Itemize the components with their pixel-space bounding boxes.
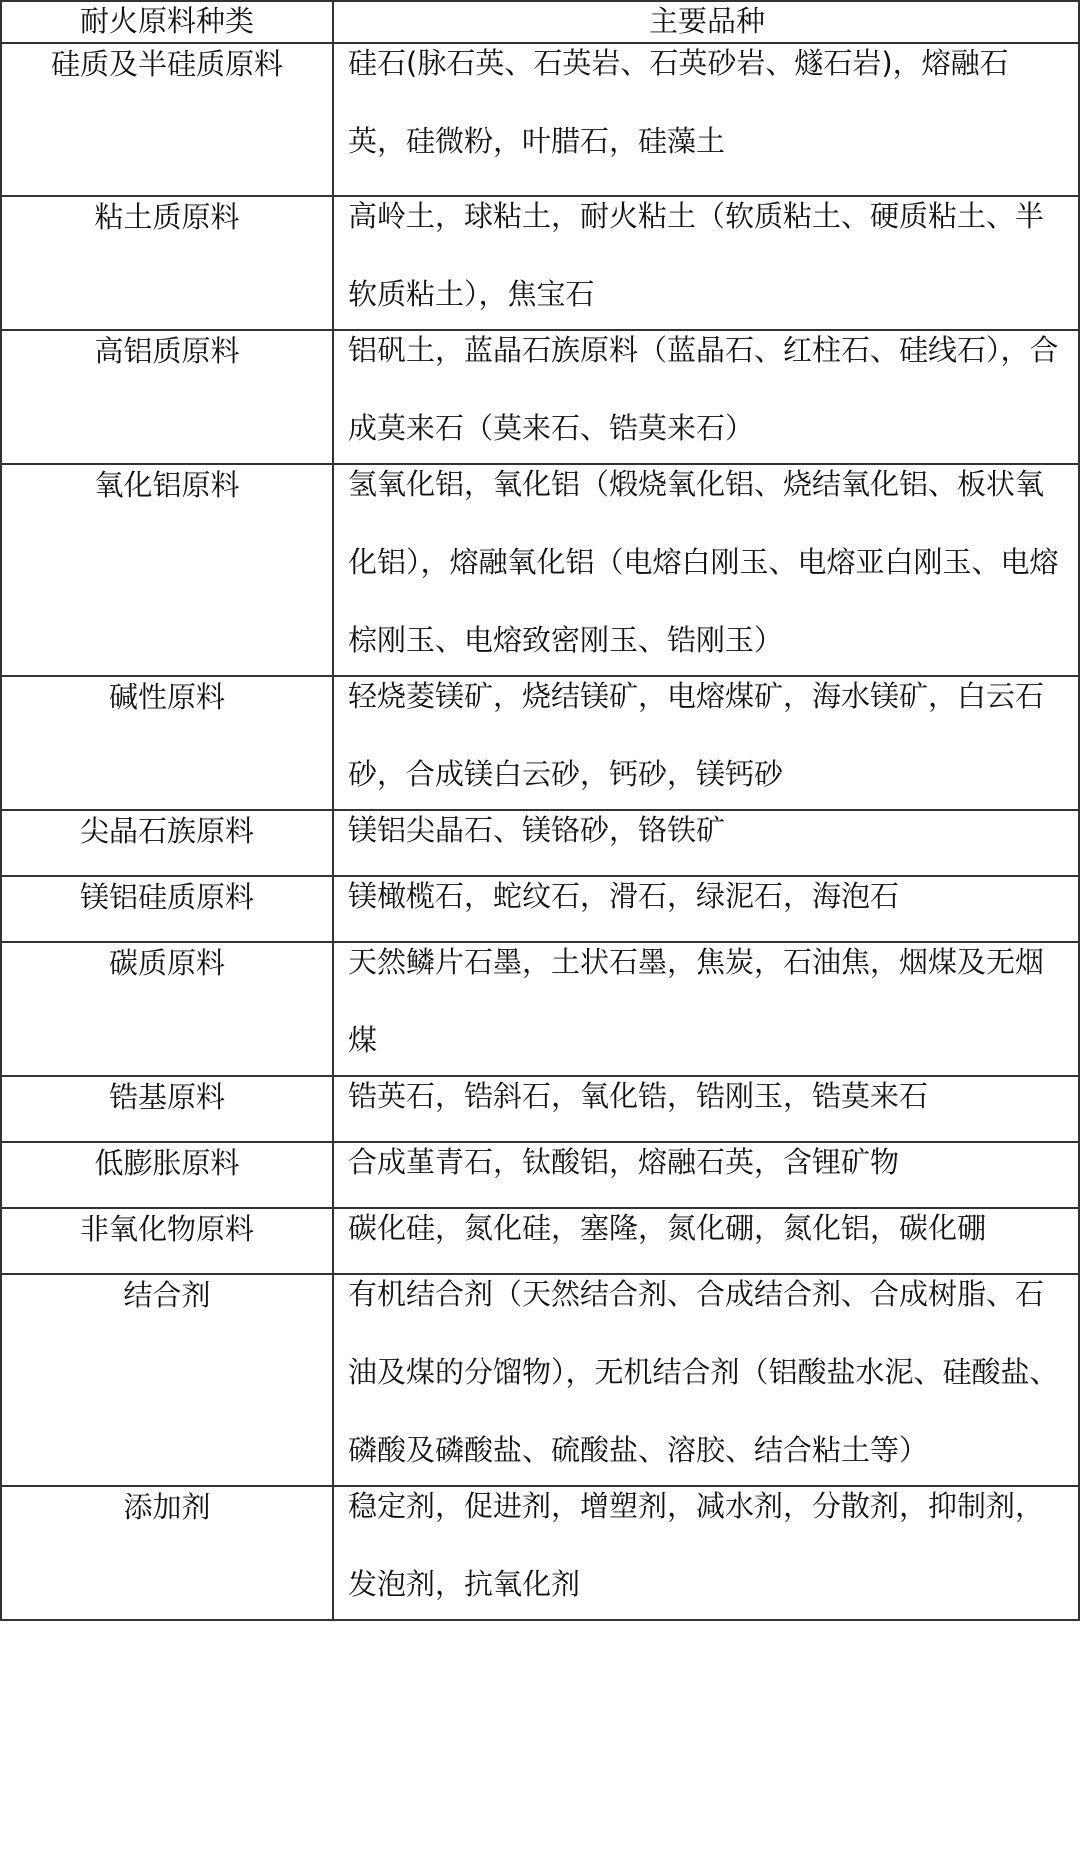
varieties-text: 高岭土，球粘土，耐火粘土（软质粘土、硬质粘土、半软质粘土），焦宝石 (348, 199, 1045, 311)
category-text: 镁铝硅质原料 (79, 880, 254, 914)
category-text: 低膨胀原料 (94, 1146, 240, 1180)
table-row (1, 676, 1079, 810)
varieties-text: 天然鳞片石墨，土状石墨，焦炭，石油焦，烟煤及无烟煤 (348, 945, 1045, 1057)
varieties-text: 硅石(脉石英、石英岩、石英砂岩、燧石岩)，熔融石英，硅微粉，叶腊石，硅藻土 (348, 46, 1009, 158)
category-cell (1, 1208, 333, 1274)
varieties-cell (333, 942, 1079, 1076)
varieties-text: 合成堇青石，钛酸铝，熔融石英，含锂矿物 (348, 1145, 900, 1179)
category-cell (1, 810, 333, 876)
category-text: 高铝质原料 (94, 334, 240, 368)
table-row (1, 942, 1079, 1076)
varieties-cell (333, 1486, 1079, 1620)
category-text: 添加剂 (123, 1490, 211, 1524)
varieties-text: 氢氧化铝，氧化铝（煅烧氧化铝、烧结氧化铝、板状氧化铝），熔融氧化铝（电熔白刚玉、电熔亚白刚玉、电熔棕刚玉、电熔致密刚玉、锆刚玉） (348, 467, 1059, 657)
category-text: 尖晶石族原料 (79, 814, 254, 848)
category-text: 碱性原料 (108, 680, 225, 714)
varieties-cell (333, 464, 1079, 676)
category-text: 非氧化物原料 (79, 1212, 254, 1246)
category-cell (1, 1142, 333, 1208)
category-cell (1, 196, 333, 330)
category-cell (1, 1076, 333, 1142)
category-text: 锆基原料 (108, 1080, 225, 1114)
header-cell-category (1, 1, 333, 43)
varieties-cell (333, 676, 1079, 810)
table-row (1, 1274, 1079, 1486)
varieties-text: 镁橄榄石，蛇纹石，滑石，绿泥石，海泡石 (348, 879, 900, 913)
varieties-cell (333, 330, 1079, 464)
category-text: 粘土质原料 (94, 200, 240, 234)
category-cell (1, 464, 333, 676)
varieties-text: 轻烧菱镁矿，烧结镁矿，电熔煤矿，海水镁矿，白云石砂，合成镁白云砂，钙砂，镁钙砂 (348, 679, 1045, 791)
varieties-text: 稳定剂，促进剂，增塑剂，减水剂，分散剂，抑制剂，发泡剂，抗氧化剂 (348, 1489, 1045, 1601)
varieties-text: 碳化硅，氮化硅，塞隆，氮化硼，氮化铝，碳化硼 (348, 1211, 987, 1245)
category-cell (1, 876, 333, 942)
category-text: 结合剂 (123, 1278, 211, 1312)
category-cell (1, 1274, 333, 1486)
varieties-text: 有机结合剂（天然结合剂、合成结合剂、合成树脂、石油及煤的分馏物），无机结合剂（铝酸盐水泥、硅酸盐、磷酸及磷酸盐、硫酸盐、溶胶、结合粘土等） (348, 1277, 1059, 1467)
header-varieties-label: 主要品种 (648, 4, 765, 38)
category-cell (1, 676, 333, 810)
category-text: 氧化铝原料 (94, 468, 240, 502)
category-cell (1, 1486, 333, 1620)
category-cell (1, 942, 333, 1076)
table-row (1, 1486, 1079, 1620)
varieties-text: 锆英石，锆斜石，氧化锆，锆刚玉，锆莫来石 (348, 1079, 929, 1113)
header-category-label: 耐火原料种类 (79, 4, 254, 38)
table-row (1, 43, 1079, 196)
table-row (1, 330, 1079, 464)
category-cell (1, 43, 333, 196)
category-cell (1, 330, 333, 464)
category-text: 硅质及半硅质原料 (50, 47, 283, 81)
table-row (1, 464, 1079, 676)
table-row (1, 196, 1079, 330)
varieties-text: 镁铝尖晶石、镁铬砂，铬铁矿 (348, 813, 726, 847)
varieties-cell (333, 43, 1079, 196)
varieties-cell (333, 1274, 1079, 1486)
category-text: 碳质原料 (108, 946, 225, 980)
varieties-text: 铝矾土，蓝晶石族原料（蓝晶石、红柱石、硅线石），合成莫来石（莫来石、锆莫来石） (348, 333, 1059, 445)
varieties-cell (333, 196, 1079, 330)
